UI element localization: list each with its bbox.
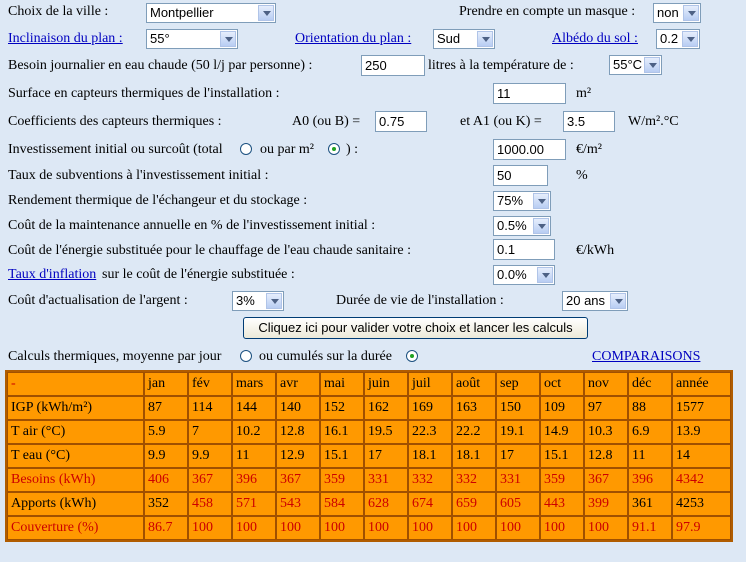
a0-label: A0 (ou B) = — [292, 114, 361, 129]
table-cell: 88 — [628, 396, 672, 420]
table-cell: 5.9 — [144, 420, 188, 444]
table-cell: 16.1 — [320, 420, 364, 444]
table-header-cell: oct — [540, 372, 584, 396]
table-cell: 19.5 — [364, 420, 408, 444]
coeffs-unit: W/m².°C — [628, 114, 679, 129]
table-cell: 140 — [276, 396, 320, 420]
table-header-cell: jan — [144, 372, 188, 396]
table-cell: 399 — [584, 492, 628, 516]
surface-label: Surface en capteurs thermiques de l'installation : — [8, 86, 280, 101]
table-cell: 605 — [496, 492, 540, 516]
table-cell: 100 — [232, 516, 276, 540]
table-row — [7, 492, 731, 516]
table-cell: 332 — [408, 468, 452, 492]
surface-unit: m² — [576, 86, 592, 101]
ville-select[interactable]: Montpellier — [146, 3, 276, 23]
inflation-select[interactable]: 0.0% — [493, 265, 555, 285]
calculs-moyenne-radio[interactable] — [240, 350, 252, 362]
subvention-input[interactable]: 50 — [493, 165, 548, 186]
a1-label: et A1 (ou K) = — [460, 114, 542, 129]
a0-input[interactable]: 0.75 — [375, 111, 427, 132]
besoin-label: Besoin journalier en eau chaude (50 l/j par personne) : — [8, 58, 313, 73]
inflation-link[interactable]: Taux d'inflation — [8, 267, 97, 282]
table-cell: 659 — [452, 492, 496, 516]
table-cell: 10.3 — [584, 420, 628, 444]
table-header-cell: fév — [188, 372, 232, 396]
inflation-label: sur le coût de l'énergie substituée : — [102, 267, 295, 282]
submit-button[interactable]: Cliquez ici pour valider votre choix et lancer les calculs — [243, 317, 588, 339]
row-label: T eau (°C) — [7, 444, 144, 468]
besoin-suffix: litres à la température de : — [428, 58, 574, 73]
table-cell: 361 — [628, 492, 672, 516]
table-cell: 12.8 — [276, 420, 320, 444]
table-cell: 97 — [584, 396, 628, 420]
table-cell: 11 — [628, 444, 672, 468]
table-cell: 543 — [276, 492, 320, 516]
table-row — [7, 420, 731, 444]
table-cell: 674 — [408, 492, 452, 516]
table-cell: 22.2 — [452, 420, 496, 444]
table-cell: 100 — [320, 516, 364, 540]
energie-unit: €/kWh — [576, 243, 615, 258]
table-cell: 359 — [540, 468, 584, 492]
table-cell: 11 — [232, 444, 276, 468]
surface-input[interactable]: 11 — [493, 83, 566, 104]
table-cell: 331 — [364, 468, 408, 492]
chevron-down-icon — [682, 31, 698, 47]
table-header-cell: mai — [320, 372, 364, 396]
table-cell: 163 — [452, 396, 496, 420]
ville-label: Choix de la ville : — [8, 4, 109, 19]
table-cell: 18.1 — [452, 444, 496, 468]
table-cell: 100 — [408, 516, 452, 540]
table-cell: 91.1 — [628, 516, 672, 540]
chevron-down-icon — [537, 267, 553, 283]
table-cell: 443 — [540, 492, 584, 516]
table-cell: 12.8 — [584, 444, 628, 468]
orientation-link[interactable]: Orientation du plan : — [295, 31, 412, 46]
table-cell: 396 — [232, 468, 276, 492]
row-label: Besoins (kWh) — [7, 468, 144, 492]
inclinaison-select[interactable]: 55° — [146, 29, 238, 49]
calculs-label-cumul: ou cumulés sur la durée — [259, 349, 392, 364]
inclinaison-link[interactable]: Inclinaison du plan : — [8, 31, 123, 46]
table-cell: 367 — [584, 468, 628, 492]
subvention-unit: % — [576, 168, 588, 183]
table-cell: 13.9 — [672, 420, 731, 444]
table-cell: 367 — [276, 468, 320, 492]
maintenance-label: Coût de la maintenance annuelle en % de l'investissement initial : — [8, 218, 376, 233]
chevron-down-icon — [533, 193, 549, 209]
invest-label: Investissement initial ou surcoût (total — [8, 142, 223, 157]
masque-label: Prendre en compte un masque : — [459, 4, 636, 19]
results-table — [5, 370, 733, 542]
invest-unit: €/m² — [576, 142, 602, 157]
table-header-cell: déc — [628, 372, 672, 396]
a1-input[interactable]: 3.5 — [563, 111, 615, 132]
table-cell: 87 — [144, 396, 188, 420]
table-cell: 331 — [496, 468, 540, 492]
table-cell: 100 — [452, 516, 496, 540]
table-header-cell: - — [7, 372, 144, 396]
chevron-down-icon — [644, 57, 660, 73]
table-cell: 100 — [276, 516, 320, 540]
table-cell: 9.9 — [144, 444, 188, 468]
invest-label-m2: ou par m² — [260, 142, 314, 157]
table-header-cell: nov — [584, 372, 628, 396]
table-cell: 7 — [188, 420, 232, 444]
table-cell: 15.1 — [320, 444, 364, 468]
orientation-select[interactable]: Sud — [433, 29, 495, 49]
table-cell: 169 — [408, 396, 452, 420]
coeffs-label: Coefficients des capteurs thermiques : — [8, 114, 222, 129]
albedo-link[interactable]: Albédo du sol : — [552, 31, 638, 46]
table-cell: 4342 — [672, 468, 731, 492]
table-cell: 22.3 — [408, 420, 452, 444]
duree-select[interactable]: 20 ans — [562, 291, 628, 311]
table-cell: 100 — [188, 516, 232, 540]
table-cell: 86.7 — [144, 516, 188, 540]
rendement-select[interactable]: 75% — [493, 191, 551, 211]
chevron-down-icon — [533, 218, 549, 234]
table-cell: 17 — [496, 444, 540, 468]
table-cell: 458 — [188, 492, 232, 516]
temperature-select[interactable]: 55°C — [609, 55, 662, 75]
table-cell: 14 — [672, 444, 731, 468]
table-cell: 100 — [540, 516, 584, 540]
table-cell: 14.9 — [540, 420, 584, 444]
table-row — [7, 444, 731, 468]
table-cell: 4253 — [672, 492, 731, 516]
table-cell: 332 — [452, 468, 496, 492]
table-cell: 359 — [320, 468, 364, 492]
table-header-cell: mars — [232, 372, 276, 396]
calculs-label: Calculs thermiques, moyenne par jour — [8, 349, 222, 364]
calculs-cumul-radio[interactable] — [406, 350, 418, 362]
albedo-select[interactable]: 0.2 — [656, 29, 700, 49]
maintenance-select[interactable]: 0.5% — [493, 216, 551, 236]
table-header-cell: juil — [408, 372, 452, 396]
table-cell: 17 — [364, 444, 408, 468]
table-cell: 9.9 — [188, 444, 232, 468]
table-header-cell: juin — [364, 372, 408, 396]
table-cell: 114 — [188, 396, 232, 420]
table-cell: 367 — [188, 468, 232, 492]
row-label: Couverture (%) — [7, 516, 144, 540]
table-cell: 162 — [364, 396, 408, 420]
table-cell: 100 — [584, 516, 628, 540]
table-cell: 144 — [232, 396, 276, 420]
table-cell: 109 — [540, 396, 584, 420]
energie-input[interactable]: 0.1 — [493, 239, 555, 260]
table-header-cell: août — [452, 372, 496, 396]
invest-input[interactable]: 1000.00 — [493, 139, 566, 160]
table-cell: 100 — [496, 516, 540, 540]
table-cell: 150 — [496, 396, 540, 420]
table-row — [7, 468, 731, 492]
table-cell: 352 — [144, 492, 188, 516]
chevron-down-icon — [477, 31, 493, 47]
table-cell: 584 — [320, 492, 364, 516]
table-header-cell: sep — [496, 372, 540, 396]
chevron-down-icon — [610, 293, 626, 309]
comparaisons-link[interactable]: COMPARAISONS — [592, 349, 701, 364]
table-cell: 15.1 — [540, 444, 584, 468]
invest-label-end: ) : — [346, 142, 359, 157]
row-label: T air (°C) — [7, 420, 144, 444]
table-cell: 12.9 — [276, 444, 320, 468]
subvention-label: Taux de subventions à l'investissement initial : — [8, 168, 269, 183]
table-cell: 152 — [320, 396, 364, 420]
table-cell: 97.9 — [672, 516, 731, 540]
table-cell: 10.2 — [232, 420, 276, 444]
table-cell: 6.9 — [628, 420, 672, 444]
invest-per-m2-radio[interactable] — [328, 143, 340, 155]
energie-label: Coût de l'énergie substituée pour le chauffage de l'eau chaude sanitaire : — [8, 243, 411, 258]
masque-select[interactable]: non — [653, 3, 701, 23]
chevron-down-icon — [683, 5, 699, 21]
table-cell: 406 — [144, 468, 188, 492]
actualisation-select[interactable]: 3% — [232, 291, 284, 311]
table-header-cell: année — [672, 372, 731, 396]
table-row — [7, 516, 731, 540]
rendement-label: Rendement thermique de l'échangeur et du stockage : — [8, 193, 308, 208]
table-cell: 396 — [628, 468, 672, 492]
chevron-down-icon — [220, 31, 236, 47]
duree-label: Durée de vie de l'installation : — [336, 293, 504, 308]
table-cell: 571 — [232, 492, 276, 516]
table-row — [7, 396, 731, 420]
table-cell: 19.1 — [496, 420, 540, 444]
table-cell: 100 — [364, 516, 408, 540]
besoin-input[interactable]: 250 — [361, 55, 425, 76]
chevron-down-icon — [258, 5, 274, 21]
row-label: IGP (kWh/m²) — [7, 396, 144, 420]
actualisation-label: Coût d'actualisation de l'argent : — [8, 293, 188, 308]
table-header-row — [7, 372, 731, 396]
table-cell: 1577 — [672, 396, 731, 420]
invest-total-radio[interactable] — [240, 143, 252, 155]
row-label: Apports (kWh) — [7, 492, 144, 516]
chevron-down-icon — [266, 293, 282, 309]
table-header-cell: avr — [276, 372, 320, 396]
table-cell: 18.1 — [408, 444, 452, 468]
table-cell: 628 — [364, 492, 408, 516]
